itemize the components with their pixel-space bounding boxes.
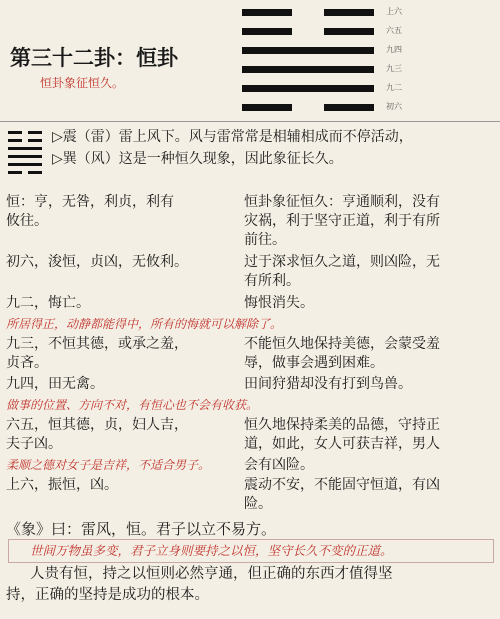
line-4-text: 九四，田无禽。 <box>6 376 104 392</box>
line-label: 九四 <box>386 45 402 54</box>
line-label: 六五 <box>386 26 402 35</box>
hexagram-judgment-translation: 恒卦象征恒久：亨通顺利，没有 <box>244 194 440 210</box>
page-title: 第三十二卦：恒卦 <box>10 45 178 70</box>
line-3-text-cont: 贞吝。 <box>6 355 48 371</box>
line-label: 九二 <box>386 83 402 92</box>
hexagram-judgment-cont: 攸往。 <box>6 213 48 229</box>
hexagram-line-5-right <box>324 28 374 35</box>
line-4-translation: 田间狩猎却没有打到鸟兽。 <box>244 376 412 392</box>
line-6-text: 上六，振恒，凶。 <box>6 477 118 493</box>
divider <box>0 121 500 122</box>
xiang-note: 世间万物虽多变，君子立身则要持之以恒，坚守长久不变的正道。 <box>30 543 393 558</box>
line-1-translation: 过于深求恒久之道，则凶险，无 <box>244 254 440 270</box>
line-label: 上六 <box>386 7 402 16</box>
trigram-upper: ▷震（雷）雷上风下。风与雷常常是相辅相成而不停活动， <box>52 129 413 145</box>
line-2-text: 九二，悔亡。 <box>6 295 90 311</box>
line-4-note: 做事的位置、方向不对，有恒心也不会有收获。 <box>6 398 259 412</box>
hexagram-line-2 <box>242 85 374 92</box>
hexagram-line-1-left <box>242 104 292 111</box>
hexagram-line-3 <box>242 66 374 73</box>
commentary-line-1: 人贵有恒，持之以恒则必然亨通，但正确的东西才值得坚 <box>30 566 393 582</box>
line-5-note: 柔顺之德对女子是吉祥，不适合男子。 <box>6 458 211 472</box>
hexagram-line-4 <box>242 47 374 54</box>
line-3-translation: 不能恒久地保持美德，会蒙受羞 <box>244 336 440 352</box>
line-5-text-cont: 夫子凶。 <box>6 436 62 452</box>
hexagram-line-6-left <box>242 9 292 16</box>
hexagram-line-6-right <box>324 9 374 16</box>
line-3-text: 九三，不恒其德，或承之羞， <box>6 336 188 352</box>
line-5-text: 六五，恒其德，贞，妇人吉， <box>6 417 188 433</box>
translation-cont: 有所利。 <box>244 273 300 289</box>
line-5-translation: 恒久地保持柔美的品德，守持正 <box>244 417 440 433</box>
commentary-line-2: 持，正确的坚持是成功的根本。 <box>6 587 209 603</box>
trigram-lower: ▷巽（风）这是一种恒久现象，因此象征长久。 <box>52 151 343 167</box>
translation-cont: 会有凶险。 <box>244 457 314 473</box>
translation-cont: 前往。 <box>244 232 286 248</box>
line-2-translation: 悔恨消失。 <box>244 295 314 311</box>
hexagram-line-5-left <box>242 28 292 35</box>
translation-cont: 辱，做事会遇到困难。 <box>244 355 384 371</box>
translation-cont: 灾祸，利于坚守正道，利于有所 <box>244 213 440 229</box>
hexagram-line-1-right <box>324 104 374 111</box>
line-label: 九三 <box>386 64 402 73</box>
line-label: 初六 <box>386 102 402 111</box>
xiang-line: 《象》曰：雷风，恒。君子以立不易方。 <box>6 520 277 538</box>
translation-cont: 道，如此，女人可获吉祥，男人 <box>244 436 440 452</box>
page-subtitle: 恒卦象征恒久。 <box>40 76 125 90</box>
line-1-text: 初六，浚恒，贞凶，无攸利。 <box>6 254 188 270</box>
hexagram-judgment: 恒：亨，无咎，利贞，利有 <box>6 194 174 210</box>
translation-cont: 险。 <box>244 496 272 512</box>
line-2-note: 所居得正，动静都能得中，所有的悔就可以解除了。 <box>6 317 283 331</box>
line-6-translation: 震动不安，不能固守恒道，有凶 <box>244 477 440 493</box>
